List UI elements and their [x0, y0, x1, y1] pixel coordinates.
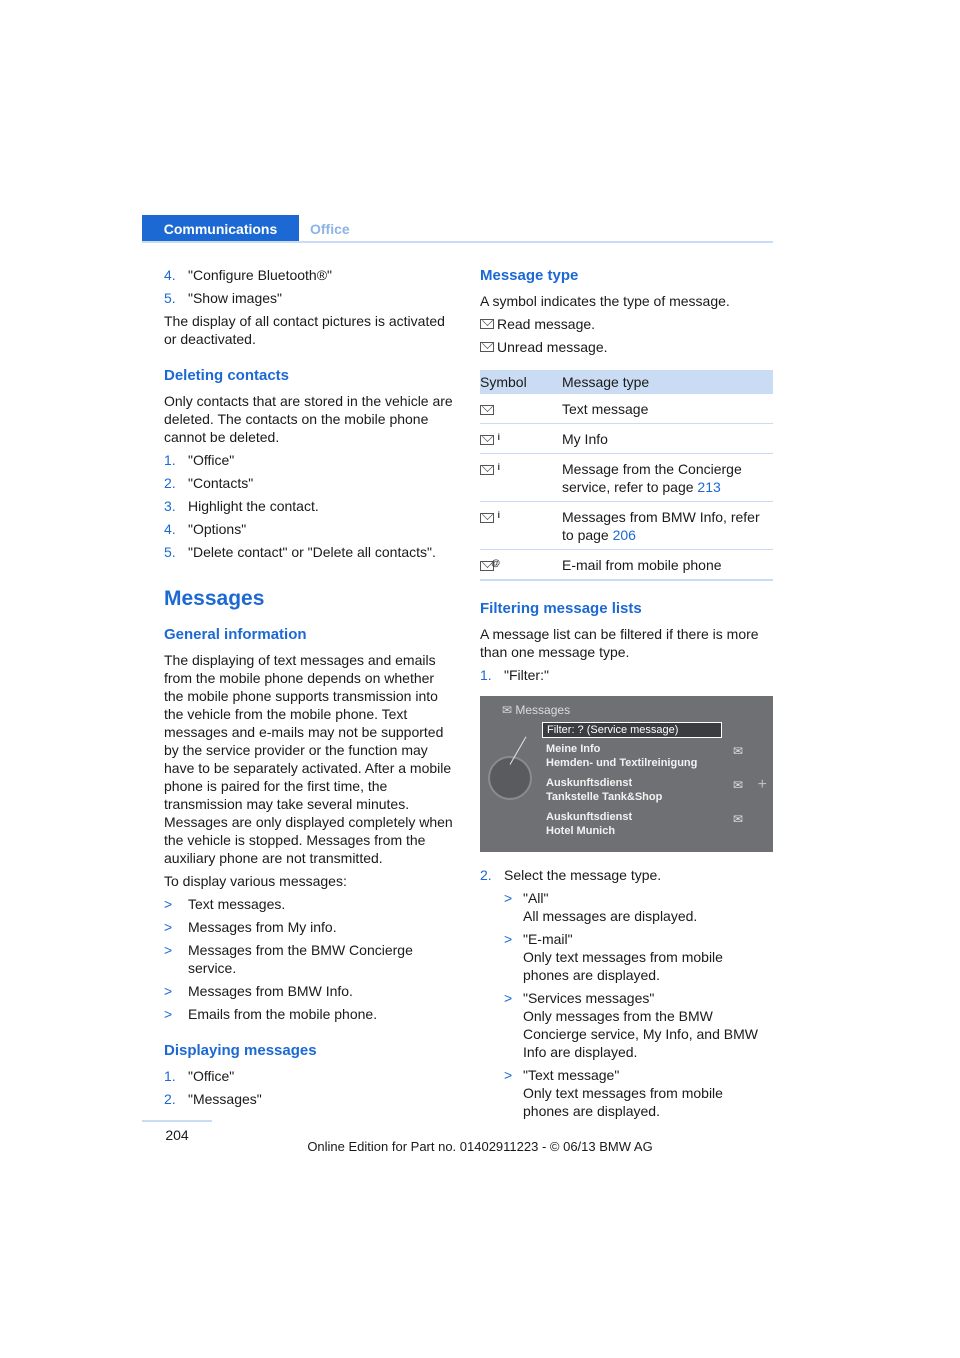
filter-field: Filter: ? (Service message)	[542, 722, 722, 738]
header-rule	[142, 241, 773, 243]
paragraph: Only contacts that are stored in the vehicle are deleted. The contacts on the mobile phone cannot be deleted.	[164, 393, 453, 445]
paragraph: The displaying of text messages and emails from the mobile phone depends on whether the mobile phone supports transmission into the vehicle from the mobile phone. Text messages and e-mails may not be supported by the service provider or the function may have to be separately activated. After a mobile phone is paired for the first time, the transmission may take several minutes. Messages are only displayed completely when the vehicle is stopped. Messages from the auxiliary phone are not transmitted.	[164, 652, 453, 866]
paragraph: To display various messages:	[164, 873, 347, 889]
screen-list-item: Meine Info Hemden- und Textilreinigung	[546, 743, 698, 769]
idrive-screen-image	[480, 696, 773, 852]
screen-title: ✉ Messages	[502, 703, 571, 717]
right-column	[480, 266, 772, 1125]
envelope-icon	[480, 342, 494, 352]
footer-rule	[142, 1120, 212, 1122]
envelope-info-icon: i	[480, 435, 494, 445]
list-item: 4. "Options"	[164, 521, 247, 537]
list-item: 1. "Office"	[164, 452, 235, 468]
envelope-icon	[480, 405, 494, 415]
envelope-info-icon: ✉	[732, 812, 743, 826]
section-tab: Communications	[142, 215, 299, 243]
unread-message-row: Unread message.	[480, 338, 772, 356]
list-item: 1. "Office"	[164, 1068, 235, 1084]
envelope-info-icon: i	[480, 513, 494, 523]
heading-message-type: Message type	[480, 267, 579, 284]
left-column	[164, 266, 456, 1113]
screen-list-item: Auskunftsdienst Hotel Munich	[546, 811, 633, 837]
envelope-info-icon: ✉	[732, 744, 743, 758]
table-row: i Messages from BMW Info, refer to page 206	[480, 502, 773, 550]
bullet-item: > Messages from BMW Info.	[164, 983, 353, 999]
list-item: 2. "Contacts"	[164, 475, 254, 491]
table-row: i Message from the Concierge service, refer to page 213	[480, 454, 773, 502]
subsection-label: Office	[310, 221, 350, 237]
option-item: > "E-mail" Only text messages from mobile phones are displayed.	[504, 931, 723, 983]
bullet-item: > Messages from My info.	[164, 919, 337, 935]
table-header: Symbol	[480, 370, 562, 394]
paragraph: The display of all contact pictures is activated or deactivated.	[164, 313, 445, 347]
paragraph: A message list can be filtered if there is more than one message type.	[480, 626, 759, 660]
list-item: 2. Select the message type.	[480, 867, 662, 883]
bullet-item: > Emails from the mobile phone.	[164, 1006, 378, 1022]
list-item: 5. "Show images"	[164, 290, 282, 306]
list-item: 2. "Messages"	[164, 1091, 262, 1107]
page-link[interactable]: 213	[697, 479, 721, 495]
bullet-item: > Text messages.	[164, 896, 286, 912]
heading-displaying-messages: Displaying messages	[164, 1042, 317, 1059]
list-item: 5. "Delete contact" or "Delete all contacts".	[164, 544, 436, 560]
paragraph: A symbol indicates the type of message.	[480, 293, 730, 309]
read-message-row: Read message.	[480, 315, 772, 333]
envelope-info-icon: i	[480, 465, 494, 475]
heading-general-information: General information	[164, 626, 307, 643]
envelope-info-icon: ✉	[732, 778, 743, 792]
heading-filtering-message-lists: Filtering message lists	[480, 600, 642, 617]
screen-list-item: Auskunftsdienst Tankstelle Tank&Shop	[546, 777, 663, 803]
message-type-table	[480, 370, 773, 581]
table-row: Text message	[480, 394, 773, 424]
plus-icon: +	[757, 776, 767, 793]
list-item: 3. Highlight the contact.	[164, 498, 319, 514]
page-number: 204	[165, 1127, 189, 1143]
table-header: Message type	[562, 370, 773, 394]
heading-messages: Messages	[164, 587, 265, 610]
option-item: > "All" All messages are displayed.	[504, 890, 698, 924]
option-item: > "Services messages" Only messages from the BMW Concierge service, My Info, and BMW Info are displayed.	[504, 990, 758, 1060]
list-item: 4. "Configure Bluetooth®"	[164, 267, 333, 283]
page-link[interactable]: 206	[612, 527, 636, 543]
list-item: 1. "Filter:"	[480, 667, 549, 683]
bullet-item: > Messages from the BMW Concierge service.	[164, 942, 413, 976]
edition-note: Online Edition for Part no. 01402911223 - © 06/13 BMW AG	[307, 1139, 653, 1154]
option-item: > "Text message" Only text messages from mobile phones are displayed.	[504, 1067, 723, 1119]
envelope-at-icon: @	[480, 561, 494, 571]
table-row: i My Info	[480, 424, 773, 454]
heading-deleting-contacts: Deleting contacts	[164, 367, 290, 384]
table-row: @ E-mail from mobile phone	[480, 550, 773, 581]
envelope-open-icon	[480, 319, 494, 329]
